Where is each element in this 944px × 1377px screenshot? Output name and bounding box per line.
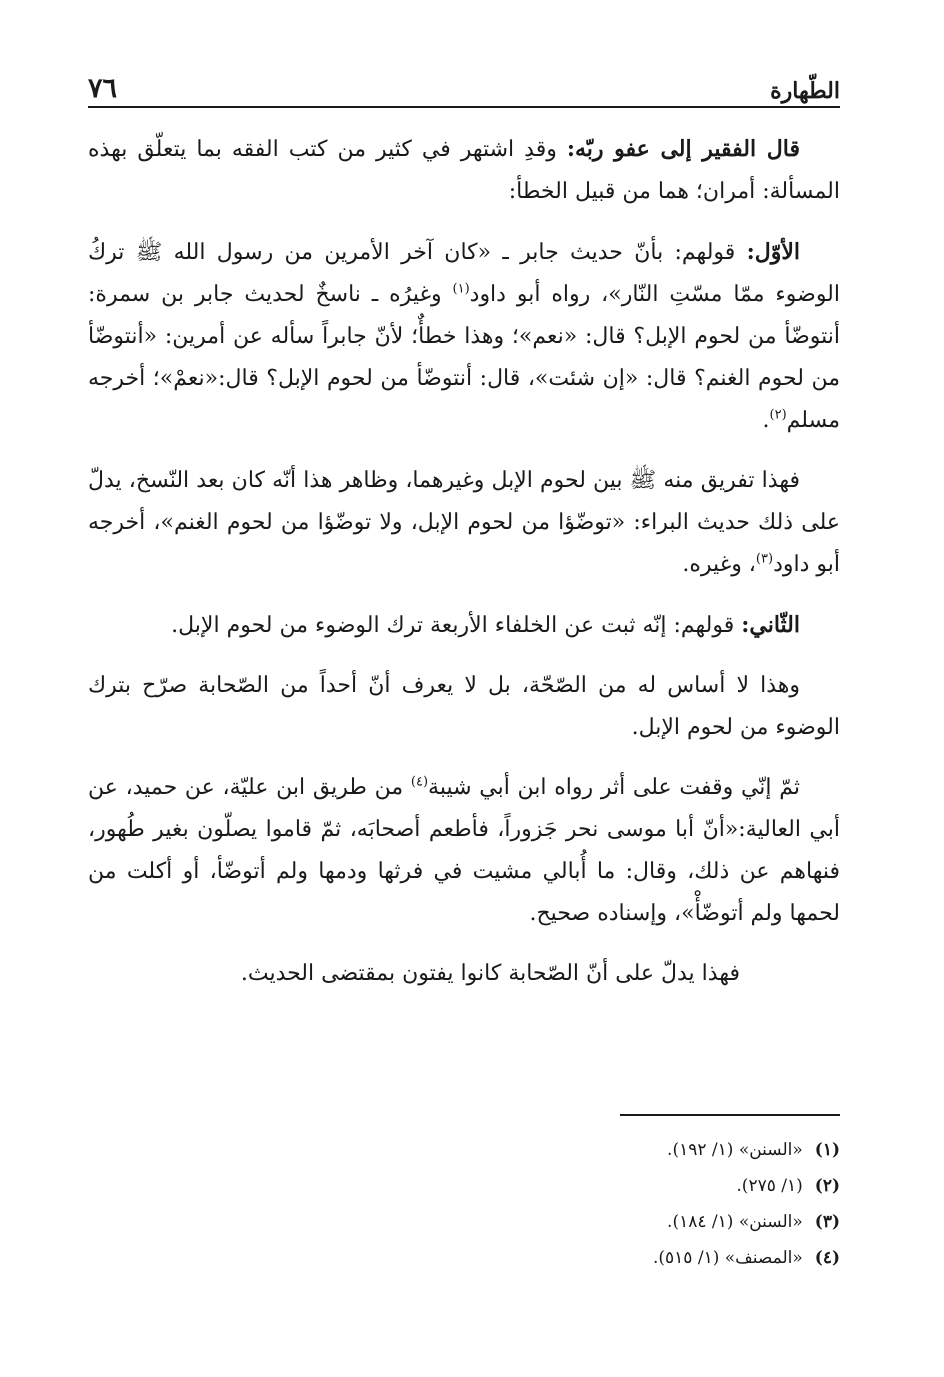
- paragraph-text: فهذا يدلّ على أنّ الصّحابة كانوا يفتون بمقتضى الحديث.: [240, 961, 740, 986]
- footnotes: [340, 1132, 840, 1276]
- paragraph-7: [88, 953, 840, 995]
- footnote-text: (١/ ٢٧٥).: [736, 1176, 803, 1196]
- paragraph-text: .: [762, 408, 770, 433]
- paragraph-text: وقدِ اشتهر في كثير من كتب الفقه بما يتعلّق بهذه المسألة: أمران؛ هما من قبيل الخطأ:: [88, 137, 840, 204]
- footnote-ref-3: (٣): [755, 551, 774, 567]
- footnote-2: [340, 1168, 840, 1204]
- paragraph-3: [88, 460, 840, 586]
- paragraph-lead: قال الفقير إلى عفو ربّه:: [566, 136, 800, 162]
- footnote-ref-4: (٤): [410, 774, 429, 790]
- footnote-number: (٤): [814, 1248, 840, 1268]
- footnote-ref-2: (٢): [769, 407, 787, 423]
- paragraph-lead: الثّاني:: [741, 612, 800, 638]
- paragraph-5: [88, 665, 840, 749]
- footnote-text: «السنن» (١/ ١٩٢).: [667, 1140, 803, 1160]
- footnote-1: [340, 1132, 840, 1168]
- paragraph-1: [88, 128, 840, 213]
- paragraph-text: وغيرُه ـ ناسخٌ لحديث جابر بن سمرة: أنتوضّأ من لحوم الإبل؟ قال: «نعم»؛ وهذا خطأٌ؛ لأنّ جابراً سأله عن أمرين: «أنتوضّأ من لحوم الغنم؟ قال: «إن شئت»، قال: أنتوضّأ من لحوم الإبل؟ قال:«نعمْ»؛ أخرجه مسلم: [88, 282, 840, 433]
- paragraph-text: قولهم: إنّه ثبت عن الخلفاء الأربعة ترك الوضوء من لحوم الإبل.: [171, 613, 742, 638]
- footnote-number: (١): [814, 1140, 840, 1160]
- footnote-text: «السنن» (١/ ١٨٤).: [667, 1212, 803, 1232]
- page-number: ٧٦: [88, 73, 118, 104]
- footnote-number: (٢): [814, 1176, 840, 1196]
- paragraph-4: [88, 604, 840, 647]
- paragraph-text: قولهم: بأنّ حديث جابر ـ «كان آخر الأمرين من رسول الله ﷺ تركُ الوضوء ممّا مسّتِ النّار»، رواه أبو داود: [88, 240, 840, 307]
- main-text: [88, 128, 840, 1013]
- running-title: الطّهارة: [770, 78, 840, 104]
- paragraph-text: من طريق ابن عليّة، عن حميد، عن أبي العالية:«أنّ أبا موسى نحر جَزوراً، فأطعم أصحابَه، ثمّ قاموا يصلّون بغير طُهور، فنهاهم عن ذلك، وقال: ما أُبالي مشيت في فرثها ودمها ولم أتوضّأ، أو أكلت من لحمها ولم أتوضّأْ»، وإسناده صحيح.: [88, 775, 840, 926]
- footnote-ref-1: (١): [452, 281, 470, 297]
- footnote-3: [340, 1204, 840, 1240]
- page-header: [88, 68, 840, 108]
- paragraph-2: [88, 231, 840, 442]
- paragraph-text: فهذا تفريق منه ﷺ بين لحوم الإبل وغيرهما، وظاهر هذا أنّه كان بعد النّسخ، يدلّ على ذلك حديث البراء: «توضّؤا من لحوم الإبل، ولا توضّؤا من لحوم الغنم»، أخرجه أبو داود: [88, 468, 840, 577]
- paragraph-text: ، وغيره.: [682, 552, 756, 577]
- footnote-divider: [620, 1114, 840, 1116]
- paragraph-text: ثمّ إنّي وقفت على أثر رواه ابن أبي شيبة: [428, 775, 800, 800]
- footnote-number: (٣): [814, 1212, 840, 1232]
- footnote-4: [340, 1240, 840, 1276]
- footnote-text: «المصنف» (١/ ٥١٥).: [652, 1248, 803, 1268]
- paragraph-lead: الأوّل:: [746, 239, 800, 265]
- paragraph-6: [88, 767, 840, 935]
- paragraph-text: وهذا لا أساس له من الصّحّة، بل لا يعرف أنّ أحداً من الصّحابة صرّح بترك الوضوء من لحوم الإبل.: [88, 673, 840, 740]
